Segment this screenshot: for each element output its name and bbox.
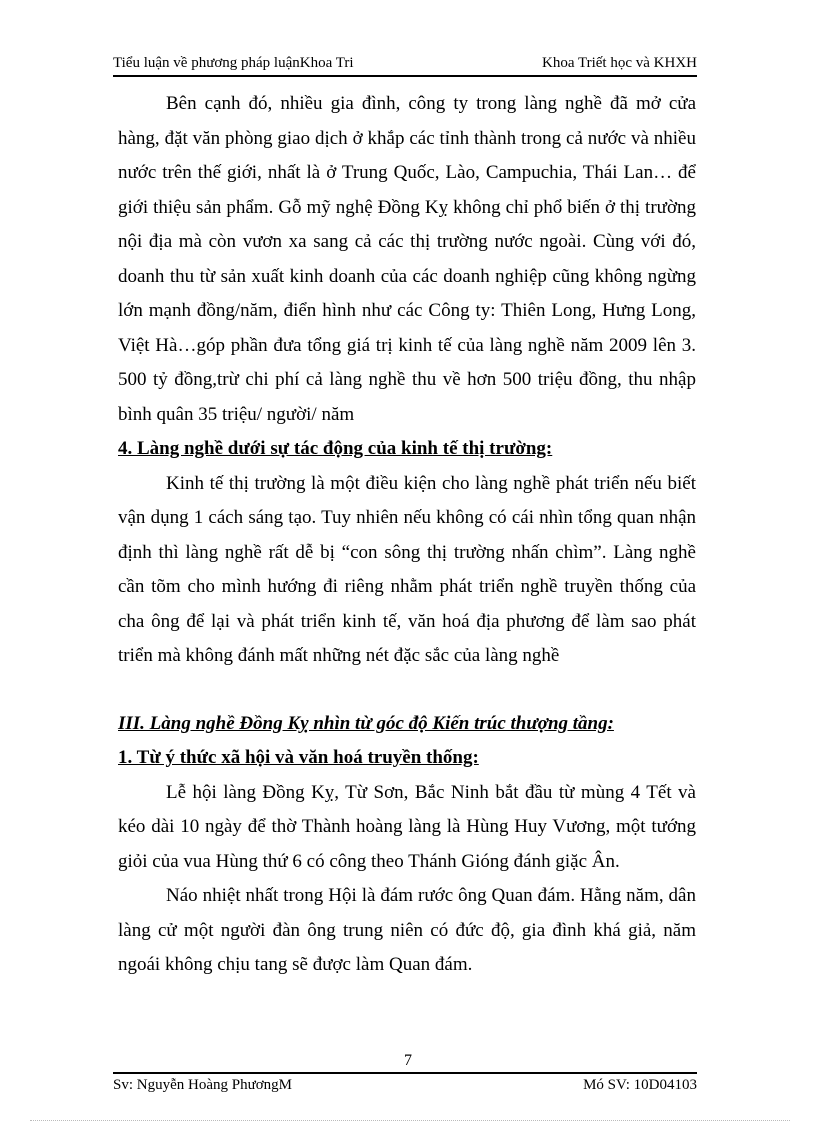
blank-line (118, 674, 696, 707)
header-department: Khoa Triết học và KHXH (542, 55, 697, 71)
paragraph-2: Kinh tế thị trường là một điều kiện cho làng nghề phát triển nếu biết vận dụng 1 cách sáng tạo. Tuy nhiên nếu không có cái nhìn tổng quan nhận định thì làng nghề rất dễ bị “con sông thị trường nhấn chìm”. Làng nghề cần tõm cho mình hướng đi riêng nhằm phát triển nghề truyền thống của cha ông để lại và phát triển kinh tế, văn hoá địa phương để làm sao phát triển mà không đánh mất những nét đặc sắc của làng nghề (118, 472, 696, 666)
page-break-line (30, 1120, 790, 1121)
page-number: 7 (404, 1052, 412, 1069)
page-footer (113, 1072, 697, 1098)
footer-student-name: Sv: Nguyễn Hoàng PhươngM (113, 1077, 292, 1093)
heading-subsection-1: 1. Từ ý thức xã hội và văn hoá truyền thống: (118, 747, 479, 768)
heading-section-4: 4. Làng nghề dưới sự tác động của kinh tế thị trường: (118, 438, 553, 459)
footer-student-id: Mó SV: 10D04103 (583, 1077, 697, 1093)
paragraph-4: Náo nhiệt nhất trong Hội là đám rước ông Quan đám. Hằng năm, dân làng cử một người đàn ông trung niên có đức độ, gia đình khá giả, năm ngoái không chịu tang sẽ được làm Quan đám. (118, 885, 696, 975)
heading-section-III: III. Làng nghề Đồng Kỵ nhìn từ góc độ Kiến trúc thượng tầng: (118, 712, 614, 734)
document-body (118, 87, 696, 983)
paragraph-1: Bên cạnh đó, nhiều gia đình, công ty trong làng nghề đã mở cửa hàng, đặt văn phòng giao dịch ở khắp các tỉnh thành trong cả nước và nhiều nước trên thế giới, nhất là ở Trung Quốc, Lào, Campuchia, Thái Lan… để giới thiệu sản phẩm. Gỗ mỹ nghệ Đồng Kỵ không chỉ phổ biến ở thị trường nội địa mà còn vươn xa sang cả các thị trường nước ngoài. Cùng với đó, doanh thu từ sản xuất kinh doanh của các doanh nghiệp cũng không ngừng lớn mạnh đồng/năm, điển hình như các Công ty: Thiên Long, Hưng Long, Việt Hà…góp phần đưa tổng giá trị kinh tế của làng nghề năm 2009 lên 3. 500 tỷ đồng,trừ chi phí cả làng nghề thu về hơn 500 triệu đồng, thu nhập bình quân 35 triệu/ người/ năm (118, 93, 696, 425)
paragraph-3: Lễ hội làng Đồng Kỵ, Từ Sơn, Bắc Ninh bắt đầu từ mùng 4 Tết và kéo dài 10 ngày để thờ Thành hoàng làng là Hùng Huy Vương, một tướng giỏi của vua Hùng thứ 6 có công theo Thánh Gióng đánh giặc Ân. (118, 781, 696, 872)
page-header (113, 53, 697, 77)
header-title: Tiểu luận về phương pháp luậnKhoa Tri (113, 55, 354, 71)
